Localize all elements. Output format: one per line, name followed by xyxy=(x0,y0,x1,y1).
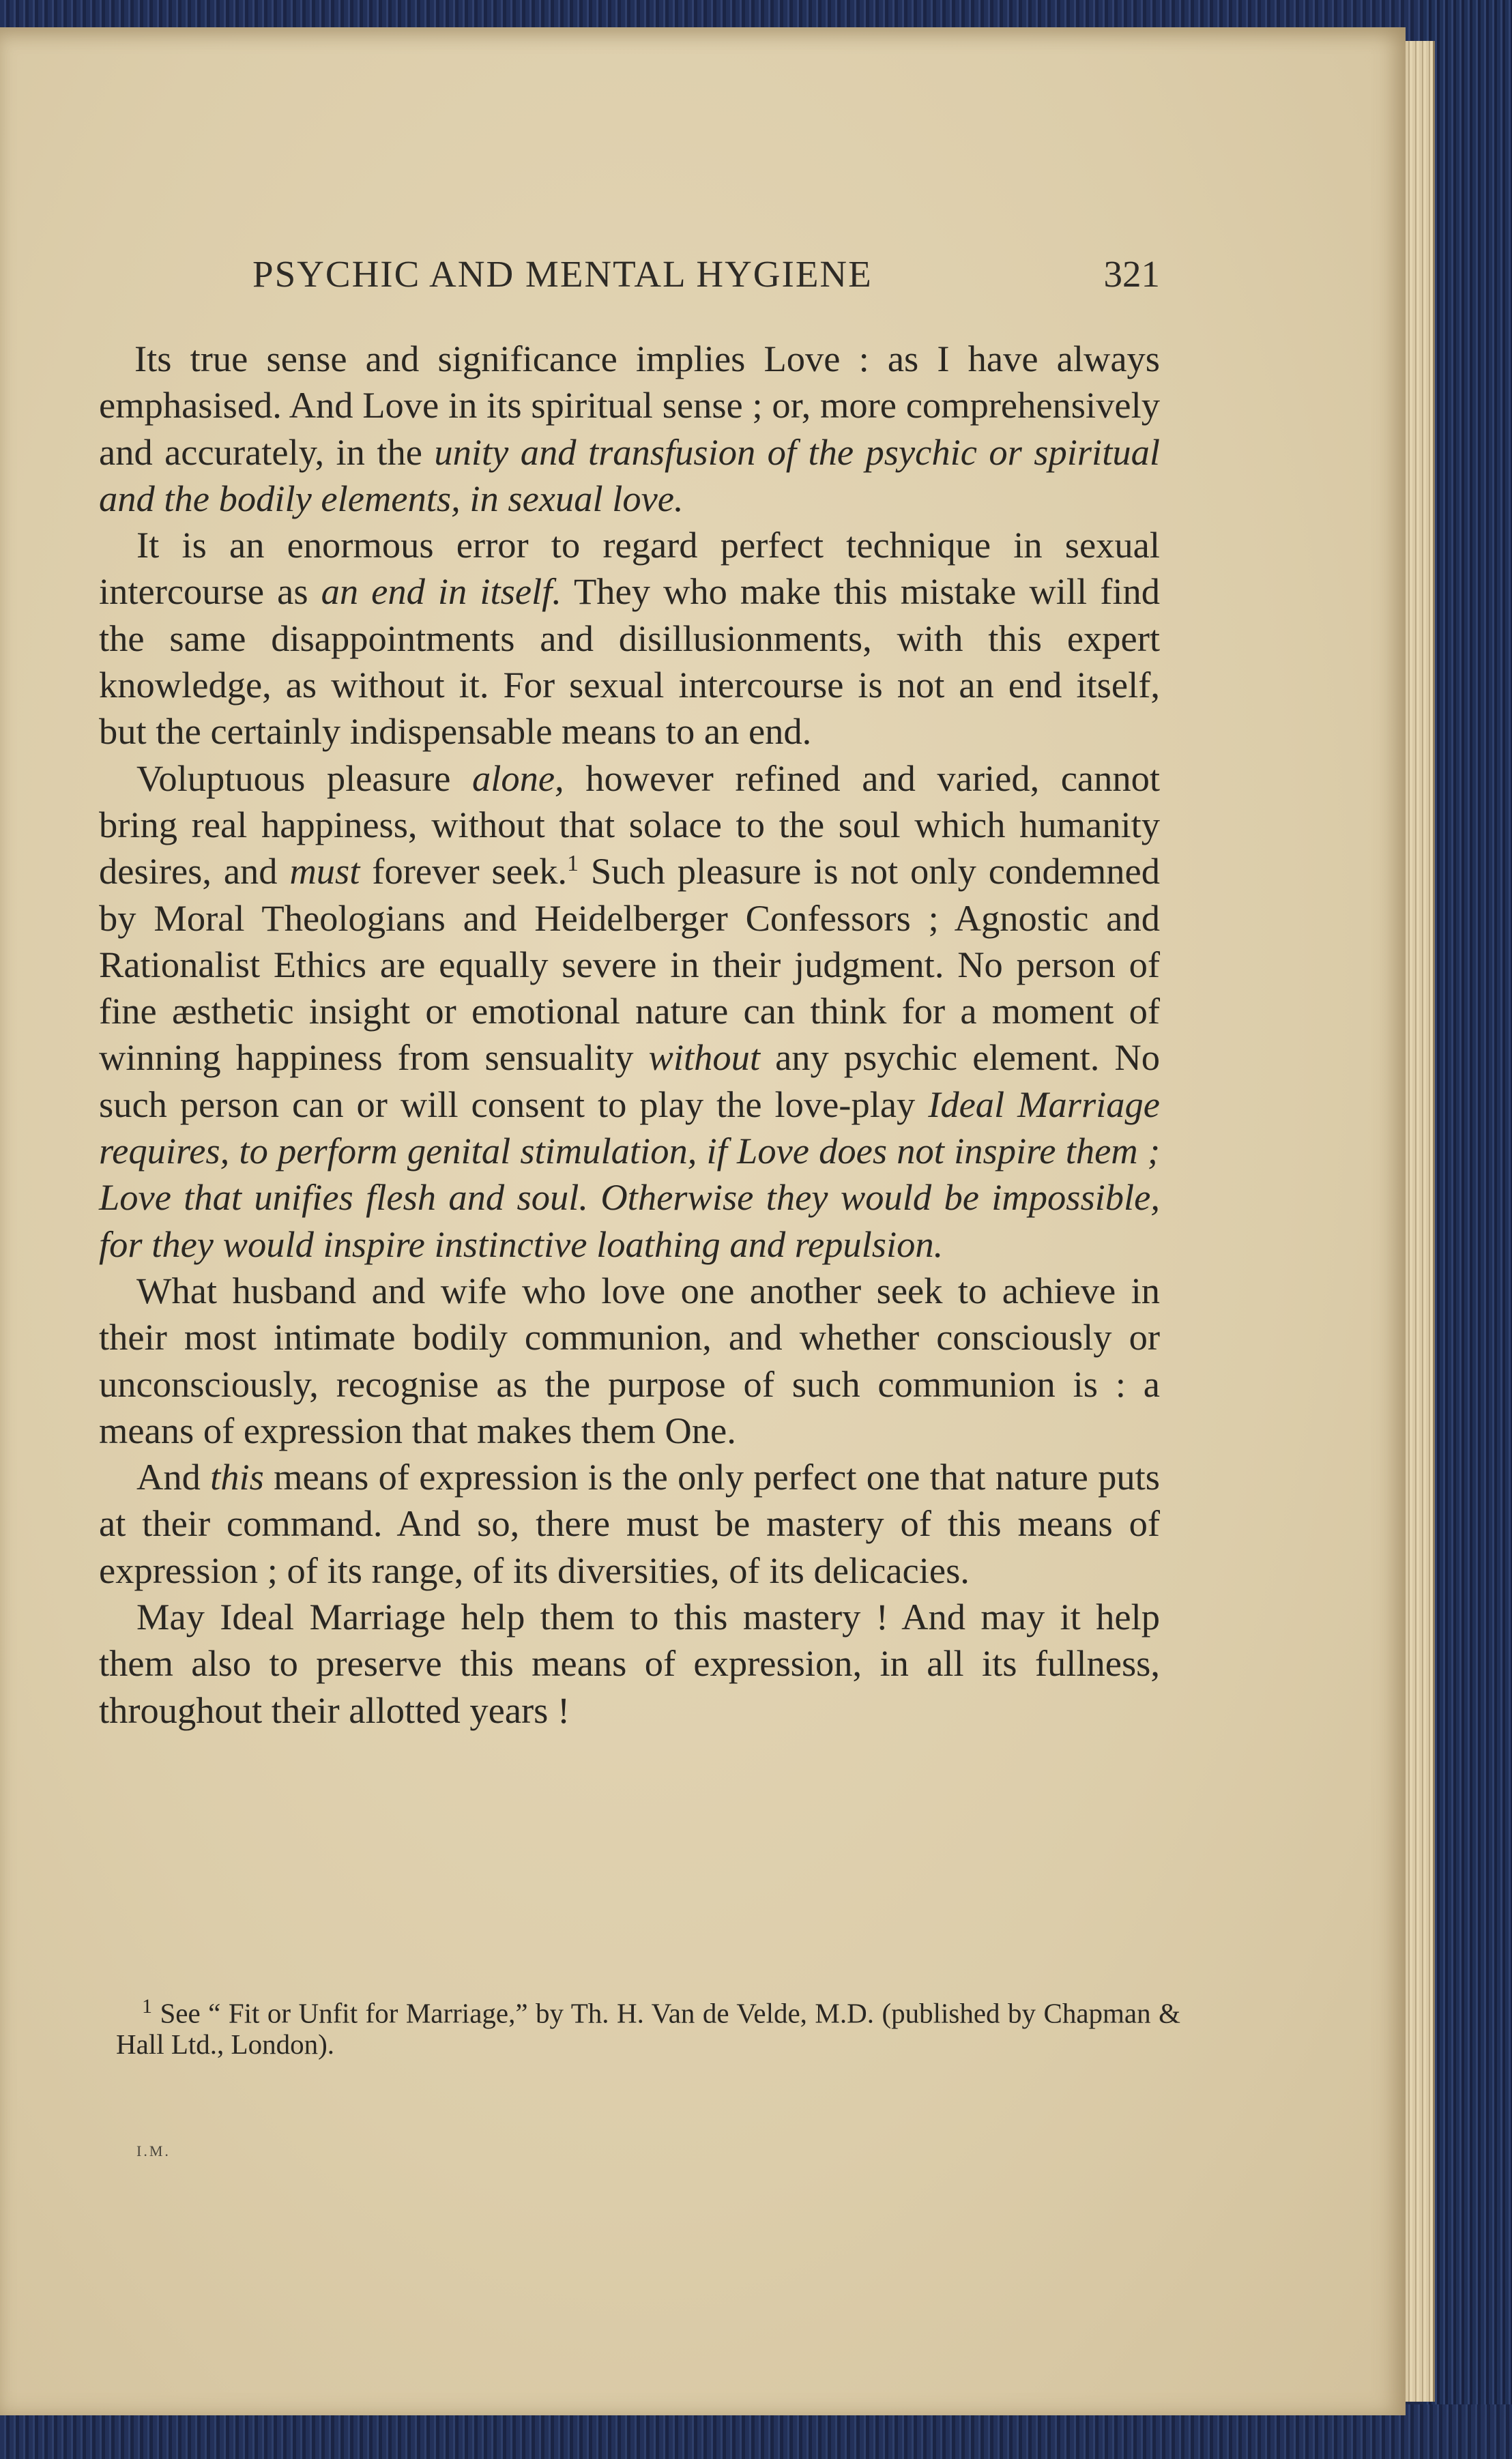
text-run: Voluptuous pleasure xyxy=(136,757,472,799)
text-run: Such pleasure is not only condemned by Moral Theologians and Heidelberger Confessors ; Agnostic and Rationalist Ethics are equally severe in their judgment. No person of fine æsthetic insight or emotional nature can think for a moment of winning happiness from sensuality xyxy=(99,850,1160,1079)
italic-text: alone, xyxy=(471,757,564,799)
paragraph xyxy=(99,336,1160,522)
text-run: It is an enormous error to regard perfect technique in sexual intercourse as xyxy=(99,524,1160,613)
italic-text: without xyxy=(648,1036,761,1079)
paragraph xyxy=(99,522,1160,755)
text-run: however refined and varied, cannot bring real happiness, without that solace to the soul which humanity desires, and xyxy=(99,757,1160,892)
body-text xyxy=(99,336,1160,1734)
footnote-text: See “ Fit or Unfit for Marriage,” by Th. H. Van de Velde, M.D. (published by Chapman & Hall Ltd., London). xyxy=(116,1997,1180,2060)
running-head: PSYCHIC AND MENTAL HYGIENE xyxy=(252,253,873,295)
text-run: means of expression is the only perfect one that nature puts at their command. And so, there must be mastery of this means of expression ; of its range, of its diversities, of its delicacies. xyxy=(99,1456,1160,1591)
text-run: May Ideal Marriage help them to this mastery ! And may it help them also to preserve this means of expression, in all its fullness, throughout their allotted years ! xyxy=(99,1596,1160,1731)
text-run: And xyxy=(136,1456,211,1498)
paragraph xyxy=(99,755,1160,1268)
paragraph xyxy=(99,1454,1160,1594)
italic-text: unity and transfusion of the psychic or spiritual and the bodily elements, in sexual love. xyxy=(99,431,1160,519)
paragraph xyxy=(99,1594,1160,1734)
book-page xyxy=(0,27,1406,2415)
italic-text: this xyxy=(210,1456,264,1498)
text-run: Its true sense and significance implies Love : as I have always emphasised. And Love in its spiritual sense ; or, more comprehensively and accurately, in the xyxy=(99,338,1160,473)
text-run: forever seek. xyxy=(360,850,567,892)
text-run: What husband and wife who love one another seek to achieve in their most intimate bodily communion, and whether consciously or unconsciously, recognise as the purpose of such communion is : a means of expression that makes them One. xyxy=(99,1269,1160,1451)
footnote-marker: 1 xyxy=(142,1995,152,2018)
text-run: any psychic element. No such person can or will consent to play the love-play xyxy=(99,1036,1160,1125)
book-cover-right-edge xyxy=(1423,0,1512,2459)
italic-text: must xyxy=(289,850,360,892)
footnote-reference: 1 xyxy=(566,851,579,877)
text-run: They who make this mistake will find the same disappointments and disillusionments, with this expert knowledge, as without it. For sexual intercourse is not an end itself, but the certainly indispensable means to an end. xyxy=(99,570,1160,753)
italic-text: Ideal Marriage requires, to perform genital stimulation, if Love does not inspire them ; Love that unifies flesh and soul. Otherwise they would be impossible, for they would inspire instinctive loathing and repulsion. xyxy=(99,1083,1160,1265)
italic-text: an end in itself. xyxy=(321,570,562,613)
page-header xyxy=(252,252,1160,307)
footnote xyxy=(116,1991,1180,2060)
signature-mark: I.M. xyxy=(136,2142,171,2159)
page-number: 321 xyxy=(1103,253,1160,295)
paragraph xyxy=(99,1268,1160,1454)
